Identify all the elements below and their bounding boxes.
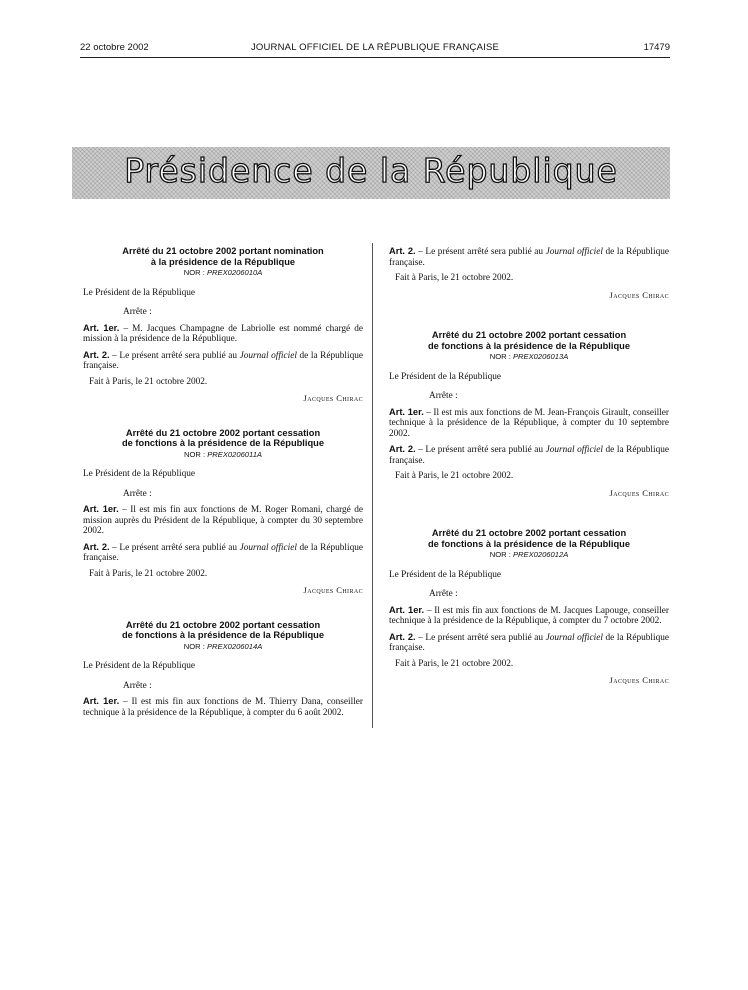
decree-title-line: Arrêté du 21 octobre 2002 portant cessation [431,528,627,538]
nor-label: NOR : [184,449,206,459]
journal-name: Journal officiel [545,632,603,643]
article-text: – Il est mis aux fonctions de M. Jean-François Girault, conseiller technique à la présidence de la République, à compter du 10 septembre 2002. [389,407,669,439]
decree-preamble: Le Président de la République [389,569,502,580]
article-label: Art. 2. [389,631,416,642]
decree-arrete: Arrête : [123,680,152,691]
decree-signature: Jacques Chirac [303,585,363,595]
decree-block [83,620,363,719]
article-1 [389,605,669,627]
decree-title [83,428,363,449]
article-1 [389,407,669,440]
section-banner [72,147,670,199]
article-text: – Le présent arrêté sera publié au [415,445,546,455]
article-label: Art. 1er. [83,504,119,514]
article-text: – Il est mis fin aux fonctions de M. Jacques Lapouge, conseiller technique à la présidence de la République, à compter du 7 octobre 2002. [389,605,669,626]
decree-title-line: de fonctions à la présidence de la République [428,340,630,351]
article-label: Art. 1er. [83,696,120,706]
decree-title [389,330,669,351]
nor-code: PREX0206010A [206,268,263,277]
header-journal-title: JOURNAL OFFICIEL DE LA RÉPUBLIQUE FRANÇAISE [250,42,500,53]
decree-title [83,246,363,267]
decree-signature: Jacques Chirac [609,289,669,300]
article-text: – M. Jacques Champagne de Labriolle est nommé chargé de mission à la présidence de la République. [83,323,364,344]
decree-title-line: à la présidence de la République [150,256,296,267]
decree-title-line: de fonctions à la présidence de la République [122,438,324,448]
decree-preamble: Le Président de la République [83,287,196,298]
decree-block [83,246,363,404]
article-1 [83,323,363,345]
nor-code: PREX0206012A [512,550,569,559]
article-2 [389,246,669,268]
journal-name: Journal officiel [239,350,297,361]
article-label: Art. 2. [83,349,110,360]
journal-name: Journal officiel [239,542,297,553]
journal-name: Journal officiel [545,445,603,455]
article-text: – Le présent arrêté sera publié au [415,632,546,643]
nor-label: NOR : [489,550,511,559]
decree-title [389,528,669,549]
decree-block [389,528,669,686]
decree-nor [83,450,363,461]
journal-name: Journal officiel [545,247,603,257]
decree-preamble: Le Président de la République [83,469,196,479]
article-label: Art. 2. [389,246,416,256]
article-label: Art. 1er. [389,604,425,615]
decree-signature: Jacques Chirac [303,393,363,403]
decree-date-place: Fait à Paris, le 21 octobre 2002. [89,568,208,579]
article-2 [83,350,363,372]
decree-arrete: Arrête : [429,589,458,599]
decree-signature: Jacques Chirac [609,675,669,685]
article-label: Art. 2. [389,444,416,454]
left-column [83,246,363,718]
article-2 [83,542,363,564]
header-rule [80,57,670,58]
decree-block-continued [389,246,669,300]
nor-code: PREX0206013A [512,352,569,361]
article-label: Art. 1er. [83,322,120,333]
page-header [80,42,670,58]
banner-title: Présidence de la République [124,151,618,190]
decree-arrete: Arrête : [429,391,458,401]
article-label: Art. 1er. [389,406,424,417]
decree-date-place: Fait à Paris, le 21 octobre 2002. [395,658,514,669]
column-divider [372,243,373,728]
decree-nor [389,352,669,363]
decree-signature: Jacques Chirac [609,487,669,498]
article-text: – Il est mis fin aux fonctions de M. Thierry Dana, conseiller technique à la présidence de la République, à compter du 6 août 2002. [83,697,363,718]
nor-label: NOR : [183,268,205,277]
decree-title-line: Arrêté du 21 octobre 2002 portant cessation [125,619,321,630]
decree-title-line: Arrêté du 21 octobre 2002 portant nomination [122,246,324,256]
right-column [389,246,669,686]
article-text: de la République française. [83,542,363,563]
article-text: – Le présent arrêté sera publié au [109,350,240,361]
nor-code: PREX0206011A [207,449,262,459]
decree-title-line: Arrêté du 21 octobre 2002 portant cessation [125,427,321,438]
article-text: – Le présent arrêté sera publié au [415,247,546,257]
decree-title [83,620,363,641]
decree-title-line: de fonctions à la présidence de la République [122,630,324,640]
decree-date-place: Fait à Paris, le 21 octobre 2002. [395,273,514,283]
article-text: de la République française. [389,632,669,653]
decree-nor [83,268,363,279]
decree-date-place: Fait à Paris, le 21 octobre 2002. [89,376,208,387]
decree-date-place: Fait à Paris, le 21 octobre 2002. [395,471,514,481]
nor-code: PREX0206014A [206,641,263,651]
article-2 [389,444,669,466]
decree-title-line: de fonctions à la présidence de la République [428,538,630,549]
decree-block [389,330,669,498]
article-text: – Le présent arrêté sera publié au [109,542,240,553]
decree-arrete: Arrête : [123,307,152,317]
article-2 [389,632,669,654]
header-page-number: 17479 [643,42,670,53]
article-1 [83,696,363,718]
article-text: de la République française. [389,247,669,268]
article-text: de la République française. [389,445,669,466]
article-text: de la République française. [83,350,363,371]
decree-arrete: Arrête : [123,488,152,499]
decree-block [83,428,363,596]
nor-label: NOR : [183,641,205,651]
decree-preamble: Le Président de la République [389,371,502,382]
decree-preamble: Le Président de la République [83,661,196,671]
article-1 [83,504,363,537]
decree-title-line: Arrêté du 21 octobre 2002 portant cessation [431,330,627,340]
nor-label: NOR : [489,352,511,361]
article-label: Art. 2. [83,541,110,552]
decree-nor [83,642,363,653]
header-date: 22 octobre 2002 [80,42,149,53]
article-text: – Il est mis fin aux fonctions de M. Roger Romani, chargé de mission auprès du Président de la République, à compter du 30 septembre 2002. [83,505,363,536]
decree-nor [389,550,669,561]
